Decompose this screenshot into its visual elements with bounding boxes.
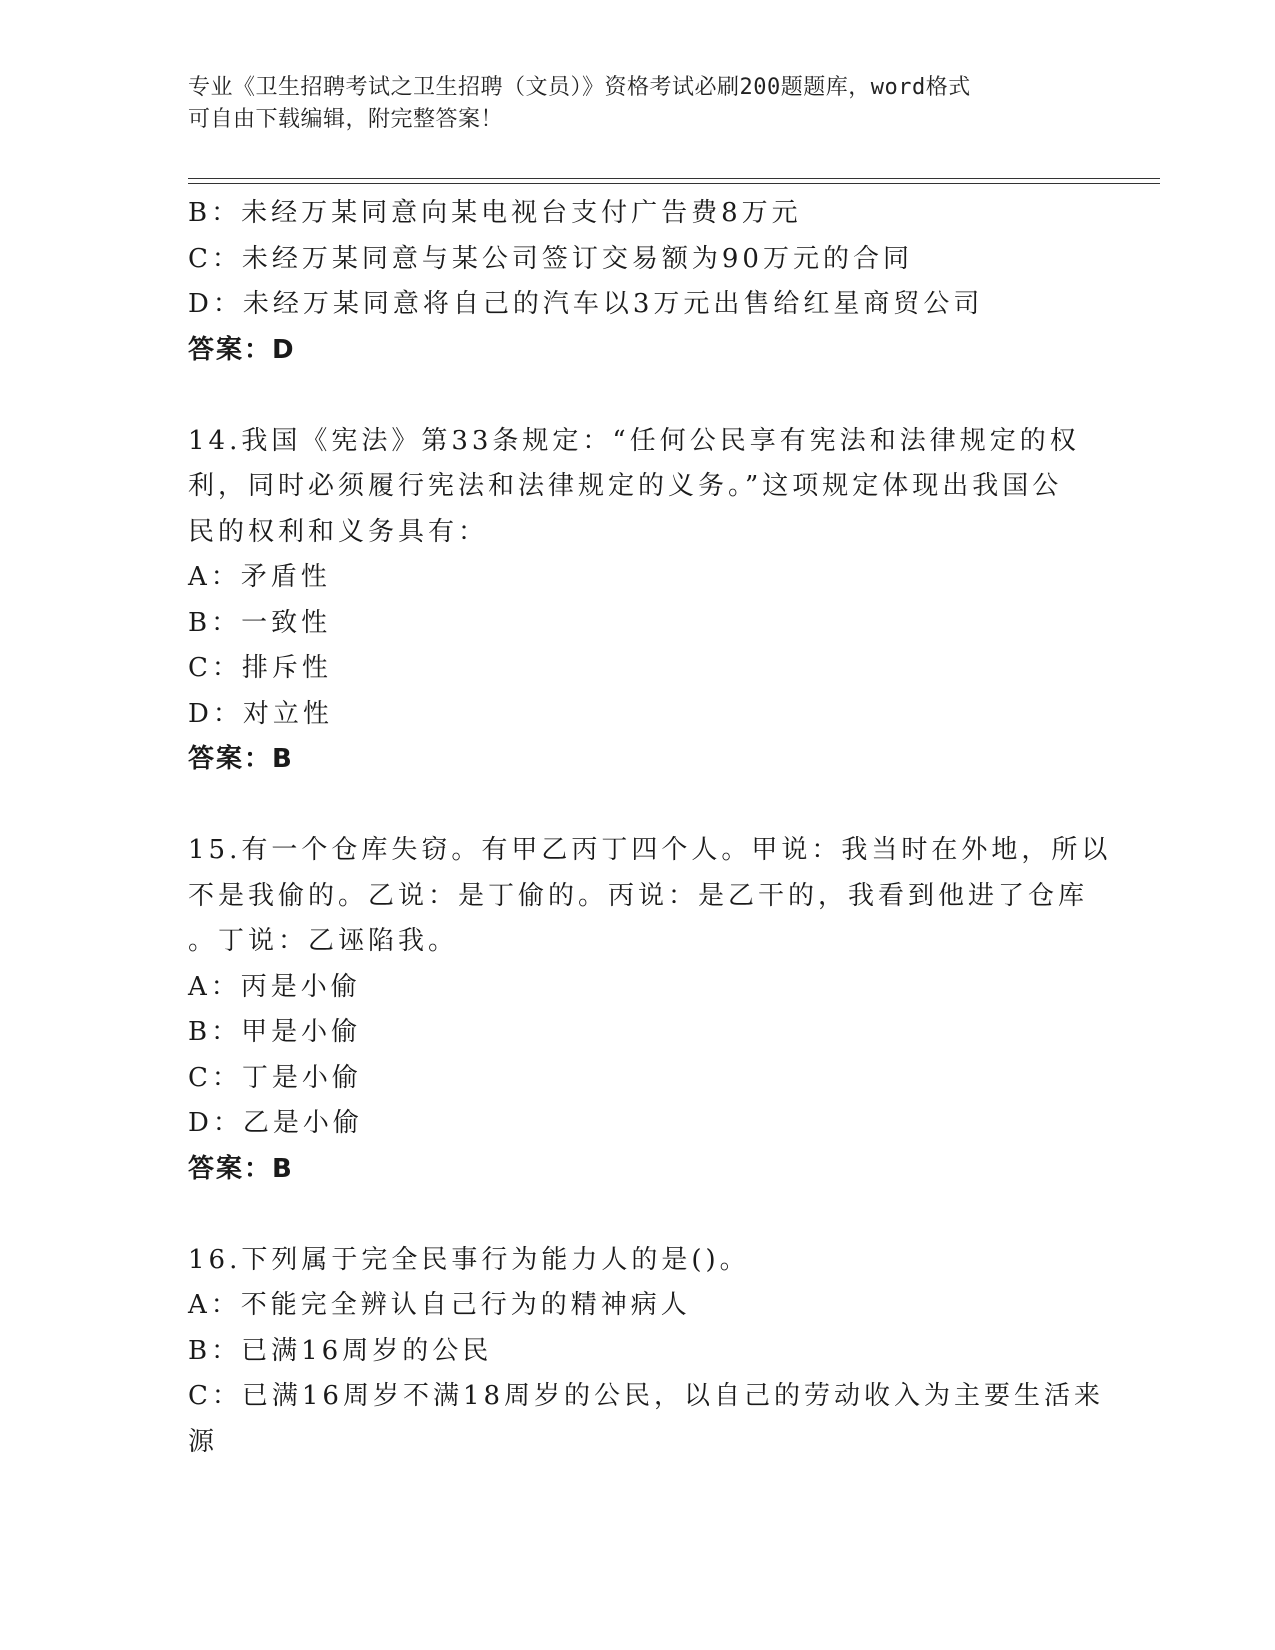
question-14: [188, 419, 1088, 783]
option-d: D：未经万某同意将自己的汽车以3万元出售给红星商贸公司: [188, 289, 984, 319]
option-b: B：未经万某同意向某电视台支付广告费8万元: [188, 198, 802, 228]
option-a: A：丙是小偷: [188, 971, 361, 1002]
header-line-1: 专业《卫生招聘考试之卫生招聘（文员）》资格考试必刷200题题库，word格式: [188, 75, 971, 100]
question-stem-line: 14.我国《宪法》第33条规定：“任何公民享有宪法和法律规定的权: [188, 425, 1080, 456]
option-b: B：一致性: [188, 607, 332, 638]
question-16: [188, 1238, 1105, 1466]
option-d: D：对立性: [188, 698, 333, 729]
spacer: [188, 783, 1088, 829]
question-content: [188, 191, 1112, 1465]
option-c: C：丁是小偷: [188, 1062, 362, 1093]
option-c: C：未经万某同意与某公司签订交易额为90万元的合同: [188, 243, 913, 274]
spacer: [188, 1192, 1088, 1238]
question-stem-line: 民的权利和义务具有：: [188, 516, 489, 547]
question-stem-line: 。丁说：乙诬陷我。: [188, 926, 459, 956]
option-c-continuation: 源: [188, 1426, 219, 1457]
header-line-2: 可自由下载编辑，附完整答案！: [188, 107, 504, 132]
option-b: B：甲是小偷: [188, 1017, 362, 1047]
answer-line: 答案：D: [188, 334, 296, 365]
question-13: [188, 191, 1088, 373]
document-header: [188, 72, 1088, 136]
option-b: B：已满16周岁的公民: [188, 1335, 493, 1366]
option-c: C：排斥性: [188, 653, 332, 683]
header-rule-bottom: [188, 183, 1160, 184]
question-stem-line: 15.有一个仓库失窃。有甲乙丙丁四个人。甲说：我当时在外地，所以: [188, 835, 1112, 865]
answer-line: 答案：B: [188, 1153, 294, 1184]
option-a: A：矛盾性: [188, 562, 331, 592]
header-rule-top: [188, 178, 1160, 179]
option-c: C：已满16周岁不满18周岁的公民，以自己的劳动收入为主要生活来: [188, 1381, 1105, 1411]
question-stem-line: 16.下列属于完全民事行为能力人的是()。: [188, 1244, 750, 1275]
option-a: A：不能完全辨认自己行为的精神病人: [188, 1290, 691, 1320]
question-stem-line: 利，同时必须履行宪法和法律规定的义务。”这项规定体现出我国公: [188, 471, 1063, 501]
answer-line: 答案：B: [188, 744, 294, 774]
spacer: [188, 373, 1088, 419]
option-d: D：乙是小偷: [188, 1108, 363, 1138]
question-stem-line: 不是我偷的。乙说：是丁偷的。丙说：是乙干的，我看到他进了仓库: [188, 880, 1089, 911]
question-15: [188, 828, 1112, 1192]
